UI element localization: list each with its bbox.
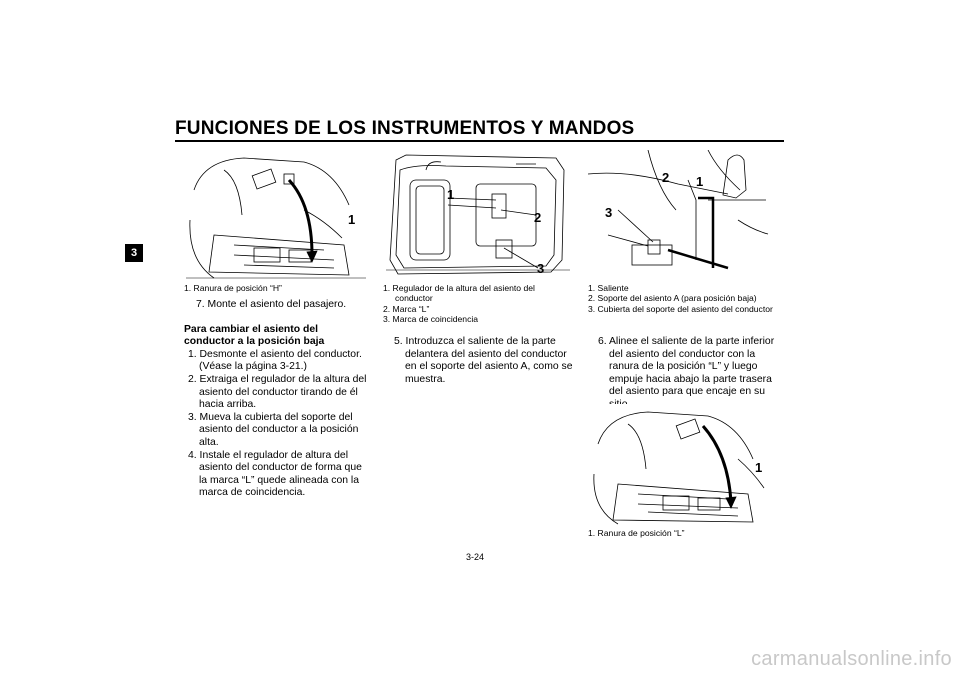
figure-2-callout-1: 1 xyxy=(447,187,455,202)
caption-item: 1. Regulador de la altura del asiento del conductor xyxy=(383,283,535,304)
caption-item: 1. Ranura de posición “L” xyxy=(588,528,685,538)
figure-3-callout-2: 2 xyxy=(662,170,670,185)
page-number: 3-24 xyxy=(466,552,485,562)
middle-column xyxy=(390,336,576,386)
caption-item: 2. Soporte del asiento A (para posición baja) xyxy=(588,293,757,304)
figure-2-callout-3: 3 xyxy=(537,261,545,276)
watermark: carmanualsonline.info xyxy=(751,648,952,670)
step-4: 4. Instale el regulador de altura del asiento del conductor de forma que la marca “L” quede alineada con la marca de coincidencia. xyxy=(188,449,362,499)
right-column xyxy=(594,336,784,412)
figure-1-illustration xyxy=(184,150,368,279)
chapter-tab: 3 xyxy=(125,244,143,262)
caption-item: 3. Marca de coincidencia xyxy=(383,314,479,325)
step-1: 1. Desmonte el asiento del conductor. (Véase la página 3-21.) xyxy=(188,348,362,373)
figure-4-illustration xyxy=(588,404,772,525)
figure-4-callout: 1 xyxy=(755,460,763,475)
figure-2-caption xyxy=(383,283,573,325)
step-5: 5. Introduzca el saliente de la parte delantera del asiento del conductor en el soporte del asiento A, como se muestra. xyxy=(394,336,573,385)
figure-1-callout: 1 xyxy=(348,212,356,227)
figure-2-callout-2: 2 xyxy=(534,210,542,225)
figure-3-callout-3: 3 xyxy=(605,205,613,220)
section-heading: Para cambiar el asiento del conductor a la posición baja xyxy=(184,323,325,348)
page-title: FUNCIONES DE LOS INSTRUMENTOS Y MANDOS xyxy=(175,118,635,139)
caption-item: 3. Cubierta del soporte del asiento del conductor xyxy=(588,303,773,314)
figure-1-caption xyxy=(184,283,374,293)
caption-item: 1. Ranura de posición “H” xyxy=(184,283,282,293)
figure-3-caption xyxy=(588,283,784,314)
figure-3-illustration xyxy=(588,150,772,279)
step-6: 6. Alinee el saliente de la parte inferior del asiento del conductor con la ranura de la posición “L” y luego empuje hacia abajo la parte trasera del asiento para que encaje en su xyxy=(598,336,775,398)
left-column xyxy=(184,299,370,500)
figure-3-callout-1: 1 xyxy=(696,174,704,189)
title-rule xyxy=(175,140,784,142)
step-2: 2. Extraiga el regulador de la altura del asiento del conductor tirando de él hacia arriba. xyxy=(188,373,367,411)
step-7: 7. Monte el asiento del pasajero. xyxy=(196,299,347,310)
caption-item: 2. Marca “L” xyxy=(383,303,430,314)
step-3: 3. Mueva la cubierta del soporte del asiento del conductor a la posición alta. xyxy=(188,411,359,448)
figure-4-caption xyxy=(588,528,778,538)
caption-item: 1. Saliente xyxy=(588,283,629,293)
figure-2-illustration xyxy=(386,150,570,279)
